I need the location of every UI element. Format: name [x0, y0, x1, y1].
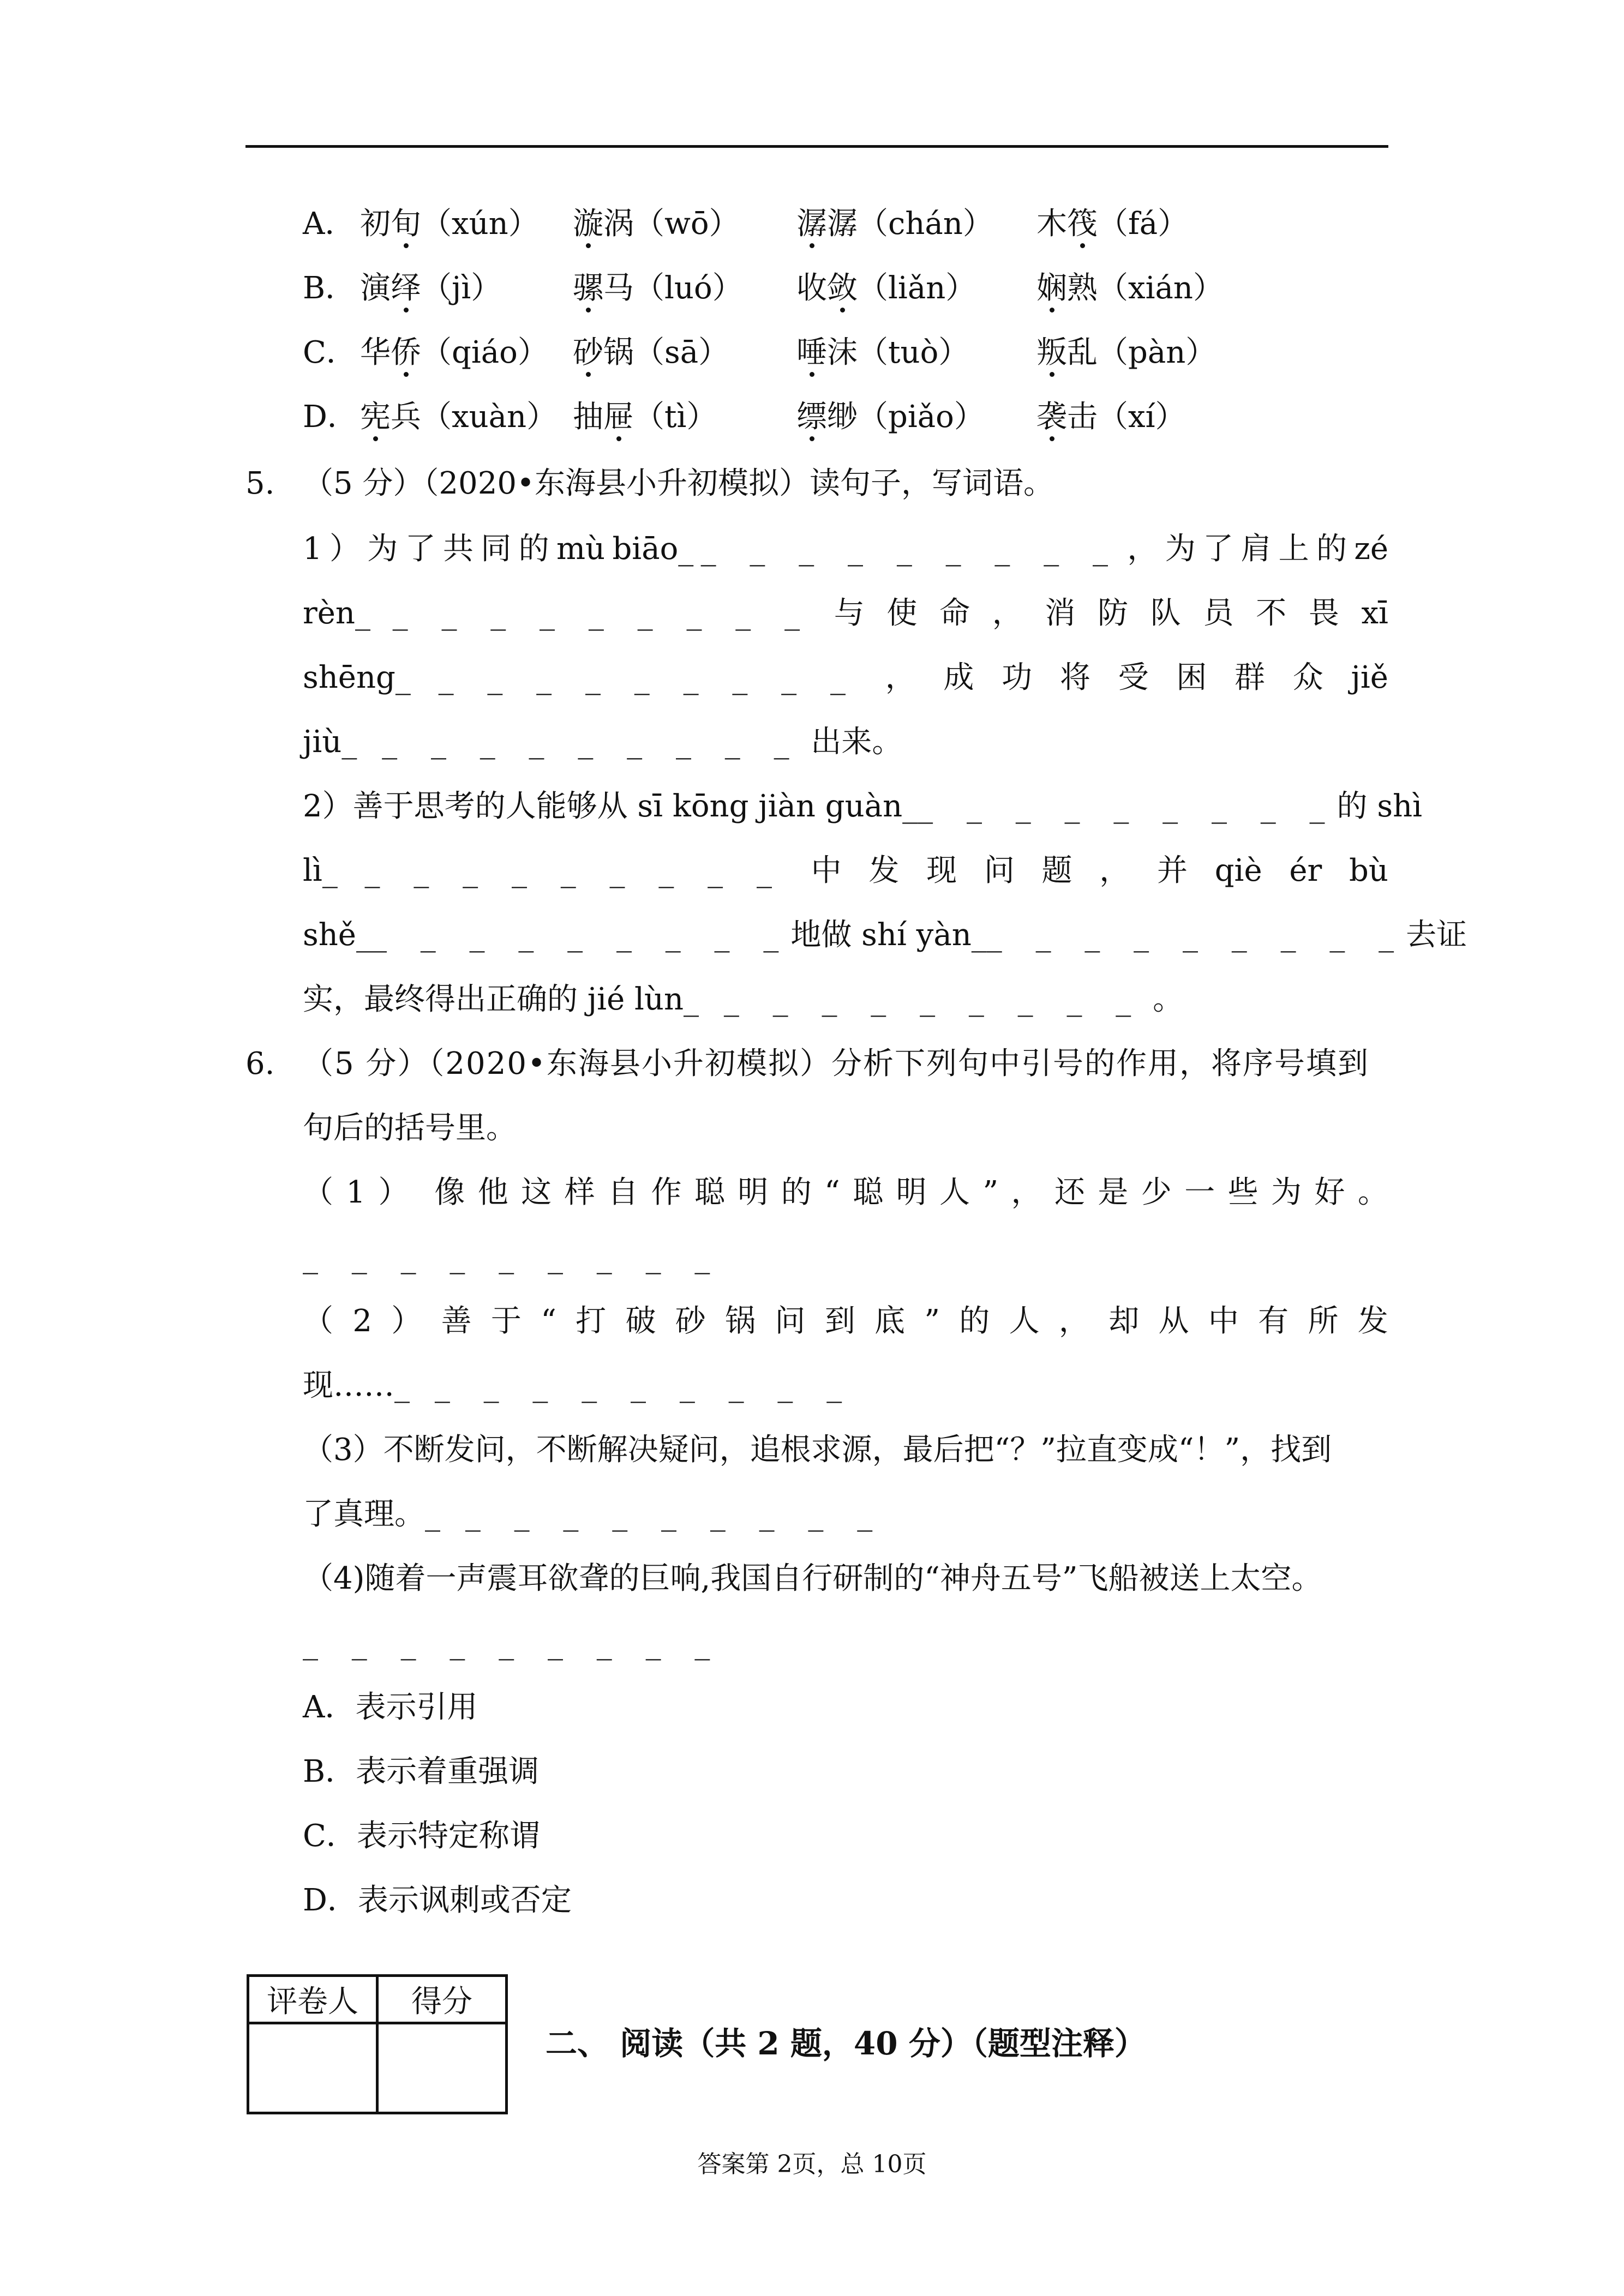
sentence-token: 一 — [1184, 1175, 1215, 1210]
word-char: 乱 — [1067, 335, 1098, 370]
sentence-token: 1 — [346, 1175, 366, 1210]
sentence-token: 打 — [576, 1303, 607, 1339]
sentence-token: 众 — [1292, 660, 1323, 695]
sentence-token: ， — [1011, 1175, 1042, 1210]
sentence-token: 善 — [441, 1303, 472, 1339]
sentence-token: 这 — [521, 1175, 552, 1210]
word-char: 沫 — [827, 335, 858, 370]
pinyin: （jì） — [421, 271, 502, 306]
option-word — [1036, 398, 1186, 436]
sentence-token: 聪 — [853, 1175, 884, 1210]
sentence-token: ér — [1289, 853, 1322, 888]
answer-blank[interactable]: _ _ _ _ _ _ _ _ _ — [918, 789, 1337, 824]
sentence-token: 问 — [775, 1303, 806, 1339]
option-word — [360, 205, 539, 243]
pinyin-prompt: rèn_ — [303, 596, 370, 631]
emphasized-char: 侨 — [391, 335, 421, 370]
word-char: 锅 — [603, 335, 634, 370]
q6-item3-text: （3）不断发问，不断解决疑问，追根求源，最后把“？”拉直变成“！”，找到 — [303, 1432, 1332, 1468]
answer-blank[interactable]: _ _ _ _ _ _ _ _ _ — [303, 1625, 722, 1661]
emphasized-char: 筏 — [1067, 206, 1098, 242]
word-char: 木 — [1036, 206, 1067, 242]
answer-blank[interactable]: _ _ _ _ _ _ _ _ _ — [371, 917, 791, 953]
option-word — [796, 269, 976, 308]
sentence-token: 的 — [959, 1303, 990, 1339]
q6-item1-blank — [303, 1238, 722, 1276]
answer-blank[interactable]: _ _ _ _ _ _ _ _ _ — [700, 531, 1120, 567]
q5-s1-line3 — [303, 659, 1388, 697]
sentence-token: ， — [1058, 1303, 1089, 1339]
sentence-token: 些 — [1227, 1175, 1259, 1210]
sentence-token: 命 — [939, 596, 970, 631]
pinyin: （liǎn） — [858, 271, 976, 306]
sentence-token: 的 — [781, 1175, 812, 1210]
sentence-token: zé — [1354, 531, 1388, 567]
sentence-token: 明 — [738, 1175, 769, 1210]
pinyin-prompt: lì_ — [303, 853, 338, 888]
emphasized-char: 漩 — [573, 206, 603, 242]
emphasized-char: 袭 — [1036, 399, 1067, 435]
sentence-token: 的 — [1316, 531, 1347, 567]
q5-s2-line4 — [303, 981, 1183, 1019]
q6-item2-tail — [303, 1367, 854, 1405]
emphasized-char: 唾 — [796, 335, 827, 370]
sentence-token: 与 — [834, 596, 865, 631]
q6-stem-text: （5 分）（2020•东海县小升初模拟）分析下列句中引号的作用，将序号填到 — [303, 1046, 1369, 1081]
sentence-token: 于 — [490, 1303, 522, 1339]
pinyin: （xián） — [1098, 271, 1224, 306]
sentence-token: 好 — [1314, 1175, 1345, 1210]
score-table — [247, 1974, 508, 2114]
q6-item3-tail — [303, 1495, 884, 1534]
sentence-token: xī — [1361, 596, 1388, 631]
sentence-token: 中 — [811, 853, 842, 888]
word-char: 潺 — [827, 206, 858, 242]
q5-s2-line2 — [303, 852, 1388, 890]
sentence-token: mù — [556, 531, 606, 567]
emphasized-char: 娴 — [1036, 271, 1067, 306]
sentence-token: 为 — [367, 531, 398, 567]
word-char: 抽 — [573, 399, 603, 435]
option-word — [1036, 269, 1224, 308]
q6-stem-line2: 句后的括号里。 — [303, 1110, 517, 1146]
option-word — [1036, 205, 1188, 243]
sentence-token: 功 — [1002, 660, 1033, 695]
pinyin: （luó） — [634, 271, 743, 306]
sentence-token: 少 — [1141, 1175, 1172, 1210]
sentence-token: 为 — [1165, 531, 1196, 567]
sentence-token: biāo_ — [612, 531, 694, 567]
answer-blank[interactable]: _ _ _ _ _ _ _ _ _ — [364, 853, 784, 888]
sentence-token: 发 — [868, 853, 900, 888]
pinyin: （xí） — [1098, 399, 1186, 435]
sentence-token: 中 — [1208, 1303, 1239, 1339]
sentence-token: ， — [1099, 853, 1130, 888]
q5-s2-l3-mid: 地做 shí yàn_ — [790, 917, 987, 953]
word-char: 涡 — [603, 206, 634, 242]
q6-item4-blank — [303, 1624, 722, 1662]
section-title: 二、 阅读（共 2 题，40 分）（题型注释） — [546, 2025, 1146, 2062]
pinyin: （xuàn） — [421, 399, 558, 435]
q6-number: 6. — [245, 1046, 275, 1081]
page-footer: 答案第 2页，总 10页 — [697, 2150, 927, 2178]
sentence-token: 困 — [1176, 660, 1207, 695]
sentence-token: 共 — [442, 531, 474, 567]
word-char: 收 — [796, 271, 827, 306]
q5-s1-line2 — [303, 594, 1388, 633]
sentence-token: 了 — [1203, 531, 1234, 567]
answer-blank[interactable]: _ _ _ _ _ _ _ _ _ — [465, 1496, 885, 1532]
q6-choice-a: A．表示引用 — [303, 1690, 478, 1725]
word-char: 熟 — [1067, 271, 1098, 306]
option-word — [360, 334, 548, 372]
sentence-token: “ — [824, 1175, 840, 1210]
q6-item4-text: （4)随着一声震耳欲聋的巨响,我国自行研制的“神舟五号”飞船被送上太空。 — [303, 1561, 1322, 1596]
pinyin: （wō） — [634, 206, 740, 242]
option-label: B． — [303, 271, 356, 306]
sentence-token: 自 — [608, 1175, 639, 1210]
sentence-token: 明 — [896, 1175, 927, 1210]
sentence-token: 同 — [481, 531, 512, 567]
sentence-token: 了 — [405, 531, 436, 567]
sentence-token: 有 — [1258, 1303, 1289, 1339]
sentence-token: 现 — [926, 853, 957, 888]
emphasized-char: 潺 — [796, 206, 827, 242]
sentence-token: 队 — [1150, 596, 1181, 631]
sentence-token: 是 — [1098, 1175, 1129, 1210]
pinyin: （pàn） — [1098, 335, 1216, 370]
q5-s2-l1-tail: 的 shì — [1337, 789, 1423, 824]
q5-s2-l1-head: 2）善于思考的人能够从 sī kōng jiàn guàn_ — [303, 789, 918, 824]
sentence-token: ， — [885, 660, 916, 695]
sentence-token: 还 — [1054, 1175, 1085, 1210]
word-char: 演 — [360, 271, 391, 306]
sentence-token: bù — [1349, 853, 1388, 888]
sentence-token: 员 — [1203, 596, 1234, 631]
q5-s1-line1 — [303, 530, 1388, 568]
sentence-token: 却 — [1108, 1303, 1140, 1339]
sentence-token: 将 — [1059, 660, 1090, 695]
answer-blank[interactable]: _ _ _ _ _ _ _ _ _ — [434, 1368, 854, 1403]
sentence-token: 他 — [477, 1175, 508, 1210]
word-char: 马 — [603, 271, 634, 306]
option-word — [1036, 334, 1216, 372]
sentence-token: 。 — [1357, 1175, 1388, 1210]
pinyin: （tuò） — [858, 335, 969, 370]
option-word — [573, 269, 743, 308]
option-label: D． — [303, 399, 358, 435]
sentence-token: ） — [391, 1303, 422, 1339]
option-word — [796, 398, 985, 436]
q6-item4 — [303, 1560, 1388, 1598]
pinyin: （xún） — [421, 206, 539, 242]
grader-cell[interactable] — [248, 2023, 377, 2113]
sentence-token: 人 — [939, 1175, 970, 1210]
option-word — [573, 205, 740, 243]
score-header: 得分 — [377, 1976, 507, 2023]
q6-item2 — [303, 1302, 1388, 1341]
grader-header: 评卷人 — [248, 1976, 377, 2023]
sentence-token: 使 — [886, 596, 918, 631]
emphasized-char: 旬 — [391, 206, 421, 242]
q6-stem-line1 — [303, 1045, 1388, 1083]
sentence-token: ， — [1127, 531, 1158, 567]
pinyin: （chán） — [858, 206, 993, 242]
sentence-token: 不 — [1256, 596, 1287, 631]
sentence-token: 2 — [352, 1303, 372, 1339]
pinyin: （sā） — [634, 335, 729, 370]
emphasized-char: 宪 — [360, 399, 391, 435]
emphasized-char: 叛 — [1036, 335, 1067, 370]
sentence-token: 的 — [518, 531, 549, 567]
q6-choice-d: D．表示讽刺或否定 — [303, 1883, 572, 1918]
q5-s2-line1 — [303, 788, 1423, 826]
option-word — [796, 334, 969, 372]
answer-blank[interactable]: _ _ _ _ _ _ _ _ _ — [392, 596, 812, 631]
q6-item3-tail-text: 了真理。_ — [303, 1496, 440, 1532]
header-rule — [245, 145, 1388, 148]
word-char: 击 — [1067, 399, 1098, 435]
sentence-token: （ — [303, 1175, 333, 1210]
sentence-token: 上 — [1278, 531, 1309, 567]
sentence-token: 防 — [1098, 596, 1129, 631]
sentence-token: 问 — [984, 853, 1015, 888]
sentence-token: 聪 — [694, 1175, 725, 1210]
q6-choice-c: C．表示特定称谓 — [303, 1818, 540, 1854]
q5-stem: （5 分）（2020•东海县小升初模拟）读句子，写词语。 — [303, 466, 1054, 501]
q5-s2-l4-head: 实，最终得出正确的 jié lùn_ — [303, 982, 699, 1017]
option-word — [360, 269, 501, 308]
sentence-token: 到 — [824, 1303, 855, 1339]
word-char: 初 — [360, 206, 391, 242]
option-word — [573, 334, 729, 372]
sentence-token: ） — [329, 531, 360, 567]
q5-s1-line4 — [303, 723, 902, 761]
sentence-token: 从 — [1158, 1303, 1189, 1339]
sentence-token: 消 — [1045, 596, 1076, 631]
score-cell[interactable] — [377, 2023, 507, 2113]
sentence-token: ） — [378, 1175, 409, 1210]
sentence-token: ” — [924, 1303, 940, 1339]
pinyin: （tì） — [634, 399, 717, 435]
sentence-token: 像 — [434, 1175, 465, 1210]
q5-s2-l3-tail: 去证 — [1406, 917, 1467, 953]
sentence-token: 所 — [1308, 1303, 1339, 1339]
q5-s2-line3 — [303, 916, 1467, 954]
sentence-token: jiě — [1351, 660, 1388, 695]
sentence-token: 破 — [625, 1303, 656, 1339]
sentence-token: 并 — [1156, 853, 1188, 888]
answer-blank[interactable]: _ _ _ _ _ _ _ _ _ — [382, 724, 801, 760]
answer-blank[interactable]: _ _ _ _ _ _ _ _ _ — [986, 917, 1406, 953]
sentence-token: ” — [982, 1175, 999, 1210]
pinyin: （fá） — [1098, 206, 1189, 242]
pinyin: （qiáo） — [421, 335, 548, 370]
sentence-token: 发 — [1357, 1303, 1388, 1339]
sentence-token: 锅 — [725, 1303, 756, 1339]
option-word — [573, 398, 717, 436]
option-label: C． — [303, 335, 357, 370]
sentence-token: 底 — [874, 1303, 906, 1339]
q6-item2-tail-text: 现……_ — [303, 1368, 410, 1403]
sentence-token: 受 — [1118, 660, 1149, 695]
option-label: A． — [303, 206, 356, 242]
q5-s2-l3-head: shě_ — [303, 917, 371, 953]
sentence-token: 样 — [564, 1175, 595, 1210]
sentence-token: 人 — [1009, 1303, 1040, 1339]
sentence-token: 砂 — [675, 1303, 706, 1339]
sentence-token: 1 — [303, 531, 322, 567]
sentence-token: qiè — [1214, 853, 1262, 888]
sentence-token: “ — [541, 1303, 556, 1339]
pinyin: （piǎo） — [858, 399, 985, 435]
sentence-token: 为 — [1271, 1175, 1302, 1210]
q5-number: 5. — [245, 466, 275, 501]
answer-blank[interactable]: _ _ _ _ _ _ _ _ _ — [303, 1239, 722, 1275]
answer-blank[interactable]: _ _ _ _ _ _ _ _ _ — [723, 982, 1143, 1017]
sentence-token: 作 — [651, 1175, 682, 1210]
pinyin-prompt: shēng_ — [303, 660, 411, 695]
emphasized-char: 屉 — [603, 399, 634, 435]
sentence-token: 群 — [1235, 660, 1266, 695]
sentence-token: 成 — [943, 660, 974, 695]
sentence-token: （ — [303, 1303, 333, 1339]
q5-s1-l4-tail: 出来。 — [811, 724, 903, 760]
option-word — [360, 398, 557, 436]
emphasized-char: 敛 — [827, 271, 858, 306]
q6-choice-b: B．表示着重强调 — [303, 1754, 540, 1789]
q6-item3 — [303, 1431, 1388, 1469]
option-word — [796, 205, 993, 243]
word-char: 华 — [360, 335, 391, 370]
q6-item1 — [303, 1174, 1388, 1212]
sentence-token: 肩 — [1241, 531, 1272, 567]
q5-s2-l4-tail: 。 — [1153, 982, 1184, 1017]
answer-blank[interactable]: _ _ _ _ _ _ _ _ _ — [438, 660, 858, 695]
emphasized-char: 砂 — [573, 335, 603, 370]
sentence-token: 题 — [1041, 853, 1072, 888]
emphasized-char: 缥 — [796, 399, 827, 435]
sentence-token: ， — [992, 596, 1023, 631]
q5-s1-l4-head: jiù_ — [303, 724, 357, 760]
word-char: 兵 — [391, 399, 421, 435]
emphasized-char: 骡 — [573, 271, 603, 306]
emphasized-char: 绎 — [391, 271, 421, 306]
word-char: 缈 — [827, 399, 858, 435]
sentence-token: 畏 — [1308, 596, 1339, 631]
